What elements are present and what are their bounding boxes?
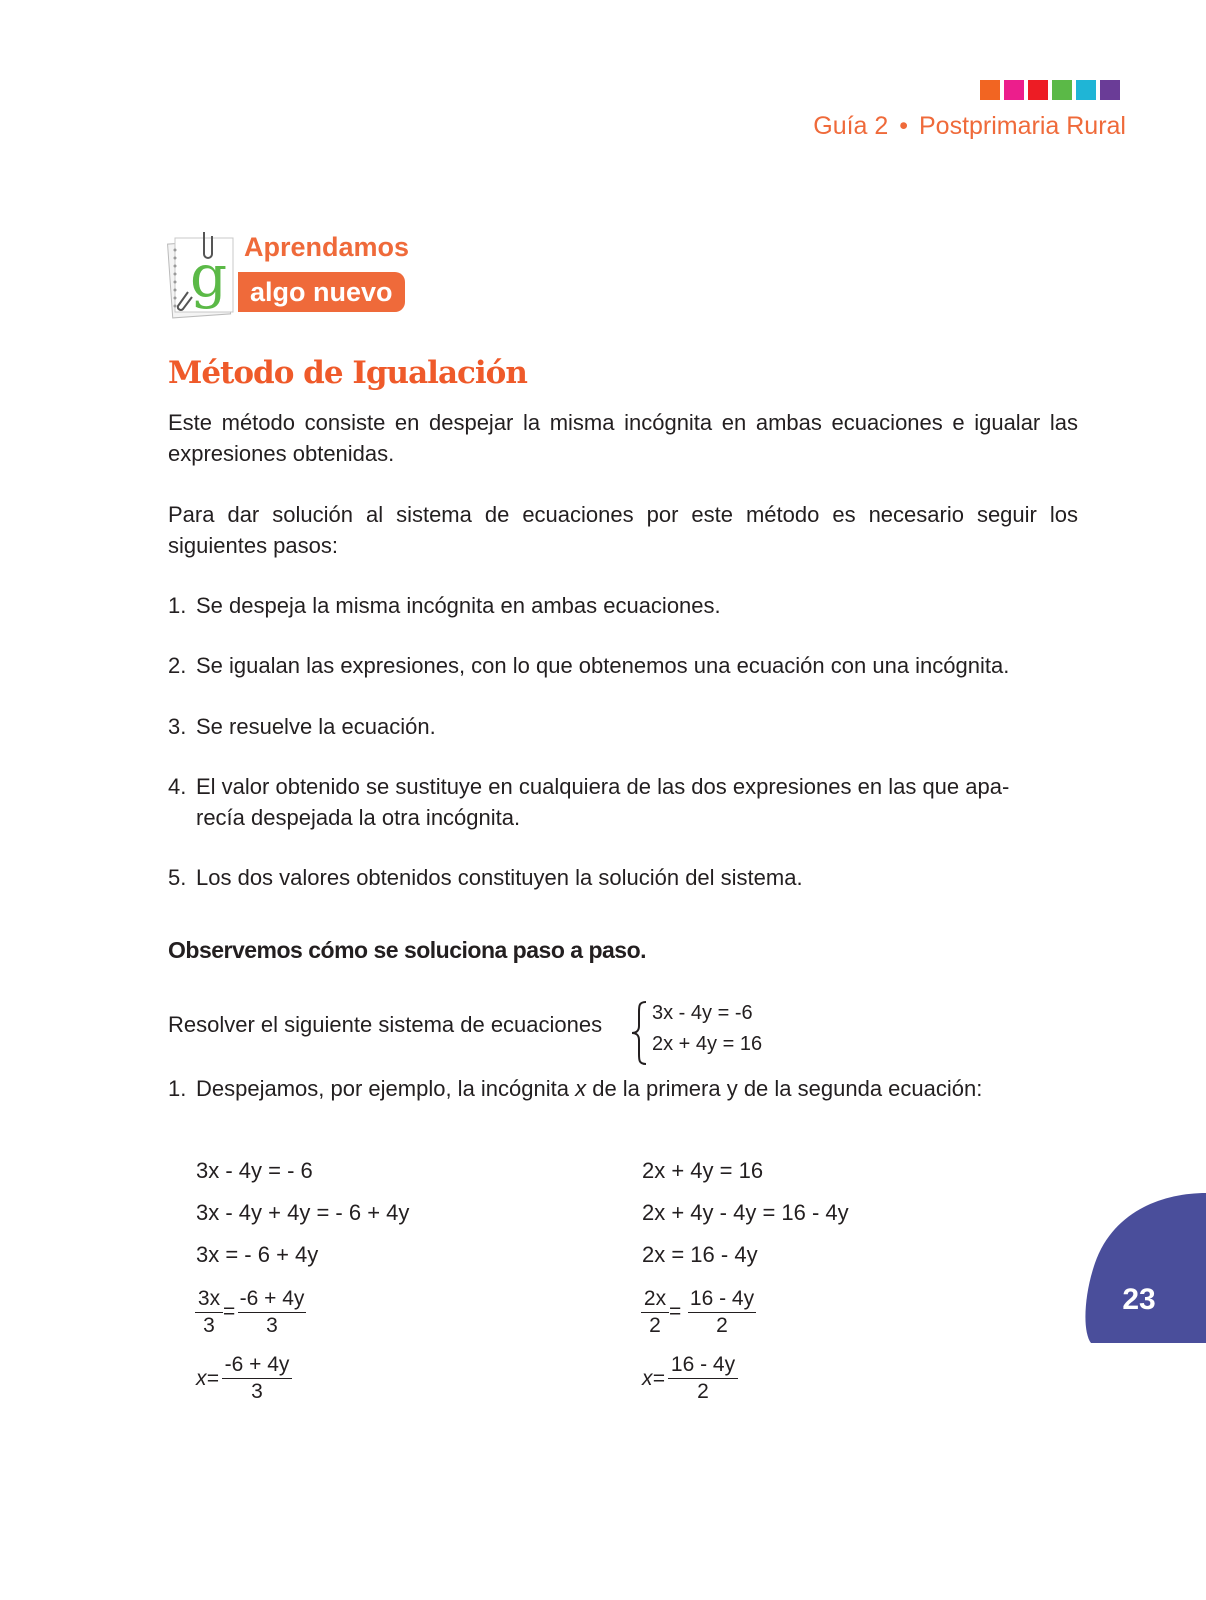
- course-label: Postprimaria Rural: [918, 112, 1126, 140]
- guide-label: Guía 2: [813, 112, 889, 140]
- example-step: [168, 1073, 1078, 1104]
- left-brace-icon: [630, 1000, 650, 1066]
- variable-x: x: [575, 1076, 587, 1101]
- color-swatch-cyan: [1076, 80, 1096, 100]
- fraction-denominator: 3: [203, 1314, 215, 1337]
- equals-sign: =: [223, 1300, 236, 1323]
- header-separator: •: [899, 112, 909, 140]
- right-equation-3: 2x = 16 - 4y: [642, 1242, 758, 1267]
- step-text-continuation: recía despejada la otra incógnita.: [196, 805, 521, 830]
- fraction-denominator: 3: [251, 1380, 263, 1403]
- fraction-numerator: 3x: [195, 1286, 223, 1313]
- step-number: 1.: [168, 1076, 187, 1101]
- right-equation-2: 2x + 4y - 4y = 16 - 4y: [642, 1200, 849, 1225]
- right-equation-1: 2x + 4y = 16: [642, 1158, 764, 1183]
- right-fraction-rhs: [688, 1286, 756, 1339]
- left-equation-1: 3x - 4y = - 6: [196, 1158, 313, 1183]
- step-item: [168, 590, 1078, 621]
- system-equation-2: 2x + 4y = 16: [652, 1033, 763, 1055]
- color-swatch-red: [1028, 80, 1048, 100]
- left-fraction-rhs: [238, 1286, 306, 1339]
- step-item: [168, 650, 1078, 681]
- system-equation-1: 3x - 4y = -6: [652, 1002, 753, 1024]
- left-equation-2: 3x - 4y + 4y = - 6 + 4y: [196, 1200, 410, 1225]
- section-banner: [166, 228, 426, 328]
- right-result-lhs: x=: [642, 1367, 665, 1390]
- fraction-numerator: 16 - 4y: [668, 1352, 738, 1379]
- fraction-numerator: 16 - 4y: [688, 1286, 756, 1313]
- subheading: Observemos cómo se soluciona paso a paso.: [168, 937, 647, 963]
- fraction-numerator: -6 + 4y: [238, 1286, 306, 1313]
- left-result-fraction: [222, 1352, 292, 1405]
- fraction-denominator: 2: [649, 1314, 661, 1337]
- left-equation-3: 3x = - 6 + 4y: [196, 1242, 319, 1267]
- color-swatch-green: [1052, 80, 1072, 100]
- step-number: 4.: [168, 774, 187, 799]
- step-text: Se despeja la misma incógnita en ambas ecuaciones.: [196, 593, 721, 618]
- step-text-before: Despejamos, por ejemplo, la incógnita: [196, 1076, 576, 1101]
- step-item: [168, 771, 1078, 833]
- system-label: Resolver el siguiente sistema de ecuaciones: [168, 1012, 603, 1037]
- header-color-bar: [980, 80, 1120, 100]
- color-swatch-orange: [980, 80, 1000, 100]
- running-header: [813, 112, 1126, 141]
- step-text: El valor obtenido se sustituye en cualquiera de las dos expresiones en las que apa-: [196, 774, 1010, 799]
- page-badge-shape: [1083, 1193, 1206, 1343]
- right-fraction-lhs: [641, 1286, 669, 1339]
- section-title: Método de Igualación: [168, 355, 527, 391]
- banner-title-line1: Aprendamos: [244, 232, 410, 262]
- intro-paragraph: Este método consiste en despejar la misma incógnita en ambas ecuaciones e igualar las expresiones obtenidas.: [168, 410, 1078, 466]
- fraction-numerator: 2x: [641, 1286, 669, 1313]
- svg-text:g: g: [190, 242, 228, 310]
- notebook-g-icon: [166, 228, 240, 320]
- step-item: [168, 862, 1078, 893]
- banner-title-line2: algo nuevo: [238, 272, 405, 312]
- step-number: 3.: [168, 714, 187, 739]
- step-text: Se igualan las expresiones, con lo que obtenemos una ecuación con una incógnita.: [196, 653, 1010, 678]
- step-text: Se resuelve la ecuación.: [196, 714, 436, 739]
- fraction-numerator: -6 + 4y: [222, 1352, 292, 1379]
- left-result-lhs: x=: [196, 1367, 219, 1390]
- steps-intro-paragraph: Para dar solución al sistema de ecuaciones por este método es necesario seguir los siguientes pasos:: [168, 502, 1078, 558]
- page-number: 23: [1122, 1283, 1156, 1316]
- right-result-fraction: [668, 1352, 738, 1405]
- fraction-denominator: 2: [697, 1380, 709, 1403]
- fraction-denominator: 3: [266, 1314, 278, 1337]
- equals-sign: =: [669, 1300, 682, 1323]
- step-number: 5.: [168, 865, 187, 890]
- step-number: 2.: [168, 653, 187, 678]
- step-text-after: de la primera y de la segunda ecuación:: [586, 1076, 983, 1101]
- step-item: [168, 711, 1078, 742]
- left-fraction-lhs: [195, 1286, 223, 1339]
- step-text: Los dos valores obtenidos constituyen la solución del sistema.: [196, 865, 803, 890]
- color-swatch-purple: [1100, 80, 1120, 100]
- step-number: 1.: [168, 593, 187, 618]
- fraction-denominator: 2: [716, 1314, 728, 1337]
- color-swatch-magenta: [1004, 80, 1024, 100]
